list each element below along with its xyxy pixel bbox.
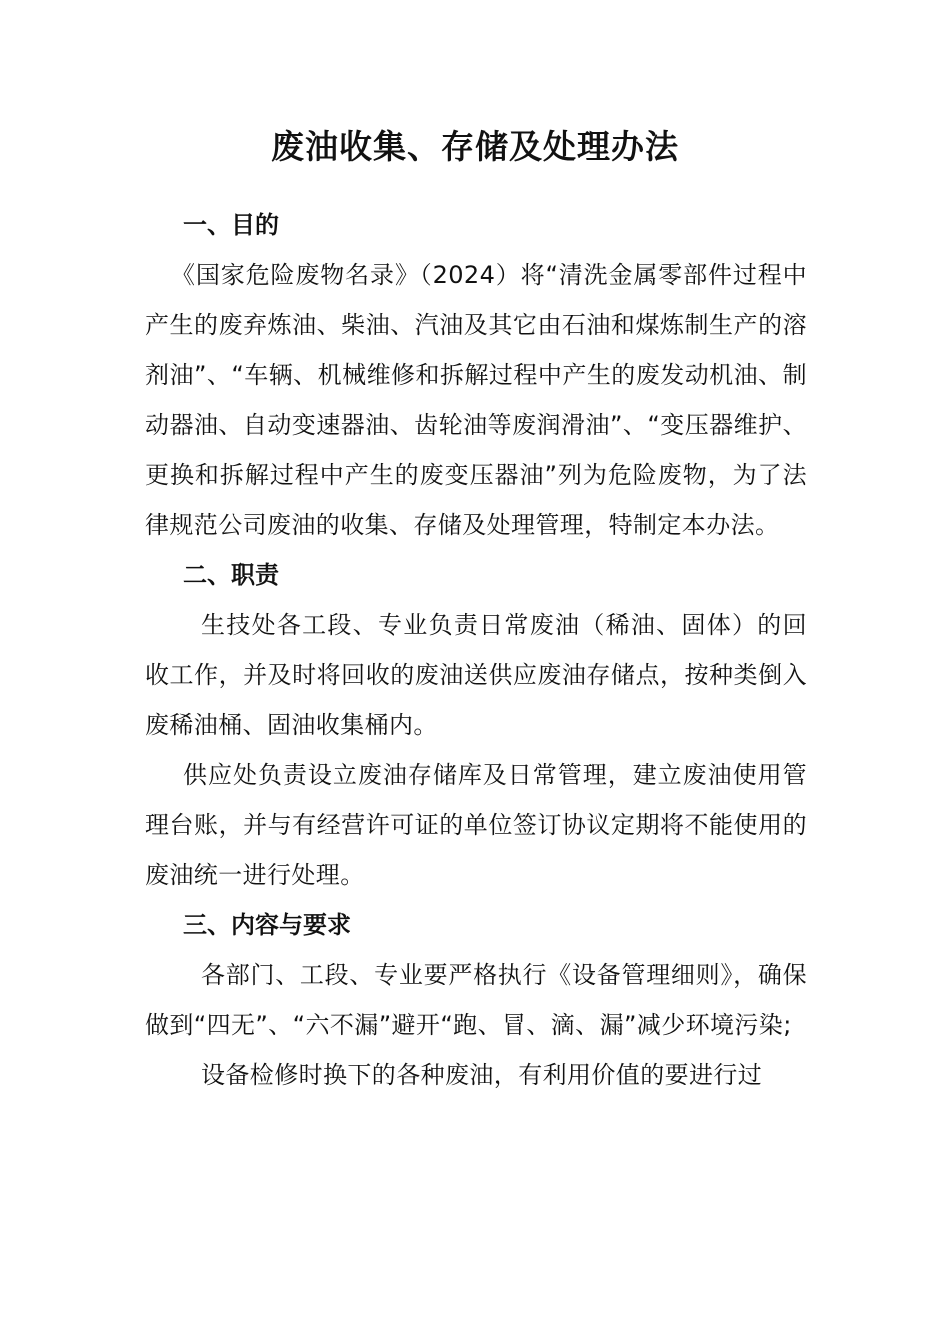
paragraph-purpose: 《国家危险废物名录》（2024）将“清洗金属零部件过程中产生的废弃炼油、柴油、汽油及其它由石油和煤炼制生产的溶剂油”、“车辆、机械维修和拆解过程中产生的废发动机油、制动器油、自动变速器油、齿轮油等废润滑油”、“变压器维护、更换和拆解过程中产生的废变压器油”列为危险废物，为了法律规范公司废油的收集、存储及处理管理，特制定本办法。 [145, 261, 807, 539]
section-heading-responsibilities: 二、职责 [183, 561, 279, 589]
paragraph-requirement-waste-oil: 设备检修时换下的各种废油，有利用价值的要进行过 [201, 1061, 763, 1089]
paragraph-requirement-equipment: 各部门、工段、专业要严格执行《设备管理细则》，确保做到“四无”、“六不漏”避开“跑、冒、滴、漏”减少环境污染; [145, 961, 807, 1039]
document-title: 废油收集、存储及处理办法 [271, 127, 679, 166]
section-heading-purpose: 一、目的 [183, 211, 279, 239]
paragraph-responsibility-supply: 供应处负责设立废油存储库及日常管理，建立废油使用管理台账，并与有经营许可证的单位签订协议定期将不能使用的废油统一进行处理。 [145, 761, 807, 889]
document-body [145, 200, 807, 1100]
section-heading-requirements: 三、内容与要求 [183, 911, 351, 939]
paragraph-responsibility-tech: 生技处各工段、专业负责日常废油（稀油、固体）的回收工作，并及时将回收的废油送供应废油存储点，按种类倒入废稀油桶、固油收集桶内。 [145, 611, 807, 739]
